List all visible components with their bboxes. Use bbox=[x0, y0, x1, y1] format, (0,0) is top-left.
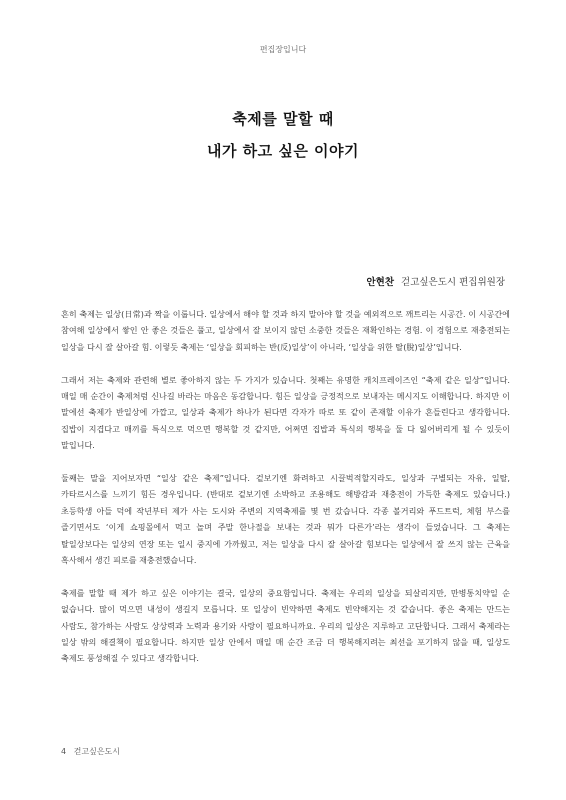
page-number: 4 bbox=[61, 747, 67, 756]
section-header: 편집장입니다 bbox=[259, 45, 307, 54]
author-name: 안현찬 bbox=[366, 277, 394, 288]
article-title-line-2: 내가 하고 싶은 이야기 bbox=[206, 142, 360, 160]
body-paragraph-1: 흔히 축제는 일상(日常)과 짝을 이룹니다. 일상에서 해야 할 것과 하지 말아야 할 것을 예외적으로 깨트리는 시공간. 이 시공간에 참여해 일상에서 쌓인 안 좋은 것들은 풀고, 일상에서 잘 보이지 않던 소중한 것들은 재확인하는 경험. 이 경험으로 재충전되는 일상을 다시 잘 살아갈 힘. 이렇듯 축제는 ‘일상을 회피하는 반(反)일상’이 아니라, ‘일상을 위한 탈(脫)일상’입니다. bbox=[61, 309, 510, 352]
article-title-line-1: 축제를 말할 때 bbox=[232, 110, 334, 128]
publication-name: 걷고싶은도시 bbox=[73, 747, 121, 756]
body-paragraph-3: 둘째는 말을 지어보자면 “일상 같은 축제”입니다. 겉보기엔 화려하고 시끌벅적할지라도, 일상과 구별되는 자유, 일탈, 카타르시스를 느끼기 힘든 경우입니다. (반대로 겉보기엔 소박하고 조용해도 해방감과 재충전이 가득한 축제도 있습니다.) 초등학생 아들 덕에 작년부터 제가 사는 도시와 주변의 지역축제를 몇 번 갔습니다. 각종 볼거리와 푸드트럭, 체험 부스를 즐기면서도 ‘이게 쇼핑몰에서 먹고 놀며 주말 한나절을 보내는 것과 뭐가 다른가’라는 생각이 들었습니다. 그 축제는 탈일상보다는 일상의 연장 또는 일시 중지에 가까웠고, 저는 일상을 다시 잘 살아갈 힘보다는 일상에서 잘 쓰지 않는 근육을 혹사해서 생긴 피로를 재충전했습니다. bbox=[61, 473, 510, 566]
page-footer bbox=[61, 746, 120, 757]
body-paragraph-4: 축제를 말할 때 제가 하고 싶은 이야기는 결국, 일상의 중요함입니다. 축제는 우리의 일상을 되살리지만, 만병통치약일 순 없습니다. 많이 먹으면 내성이 생길지 모릅니다. 또 일상이 빈약하면 축제도 빈약해지는 것 같습니다. 좋은 축제는 만드는 사람도, 참가하는 사람도 상상력과 노력과 용기와 사랑이 필요하니까요. 우리의 일상은 지루하고 고단합니다. 그래서 축제라는 일상 밖의 해결책이 필요합니다. 하지만 일상 안에서 매일 매 순간 조금 더 행복해지려는 최선을 포기하지 않을 때, 일상도 축제도 풍성해질 수 있다고 생각합니다. bbox=[61, 587, 510, 664]
author-role: 걷고싶은도시 편집위원장 bbox=[401, 277, 505, 288]
article-body bbox=[61, 306, 510, 683]
article-title bbox=[0, 103, 566, 167]
author-byline bbox=[366, 274, 505, 288]
body-paragraph-2: 그래서 저는 축제와 관련해 별로 좋아하지 않는 두 가지가 있습니다. 첫째는 유명한 캐치프레이즈인 “축제 같은 일상”입니다. 매일 매 순간이 축제처럼 신나길 바라는 마음은 동감합니다. 힘든 일상을 긍정적으로 보내자는 메시지도 이해합니다. 하지만 이 말에선 축제가 반일상에 가깝고, 일상과 축제가 하나가 된다면 각자가 따로 또 같이 존재할 이유가 흔들린다고 생각합니다. 집밥이 지겹다고 매끼를 특식으로 먹으면 행복할 것 같지만, 어쩌면 집밥과 특식의 행복을 둘 다 잃어버리게 될 수 있듯이 말입니다. bbox=[61, 374, 510, 451]
